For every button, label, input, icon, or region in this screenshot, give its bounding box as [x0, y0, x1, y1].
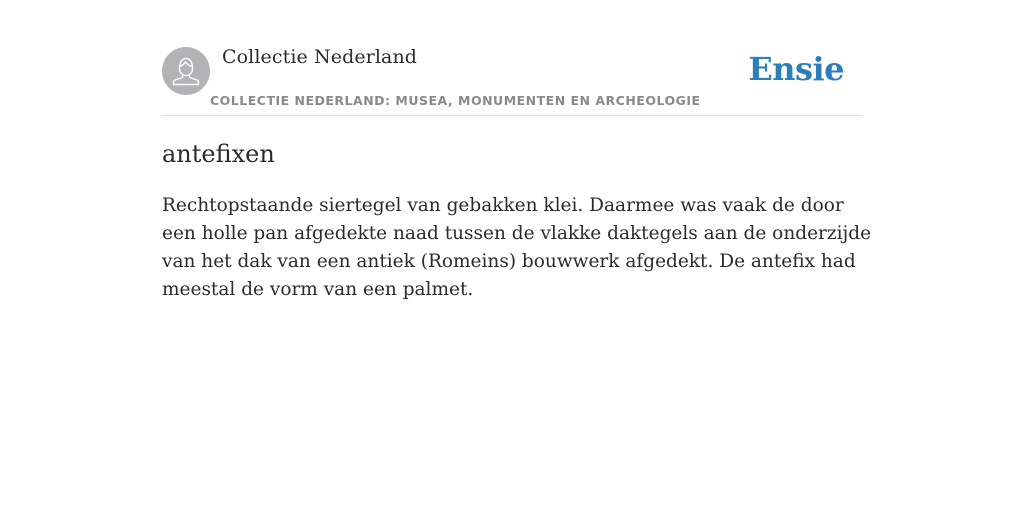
author-avatar[interactable]	[162, 47, 210, 95]
author-subtitle: COLLECTIE NEDERLAND: MUSEA, MONUMENTEN EN ARCHEOLOGIE	[210, 93, 701, 108]
user-icon	[162, 47, 210, 95]
entry-title: antefixen	[162, 140, 275, 168]
entry-definition: Rechtopstaande siertegel van gebakken klei. Daarmee was vaak de door een holle pan afgedekte naad tussen de vlakke daktegels aan de onderzijde van het dak van een antiek (Romeins) bouwwerk afgedekt. De antefix had meestal de vorm van een palmet.	[162, 195, 872, 300]
entry-header	[162, 0, 862, 116]
author-name[interactable]: Collectie Nederland	[222, 46, 418, 68]
page-container	[162, 0, 872, 300]
ensie-logo[interactable]: Ensie	[748, 50, 844, 88]
